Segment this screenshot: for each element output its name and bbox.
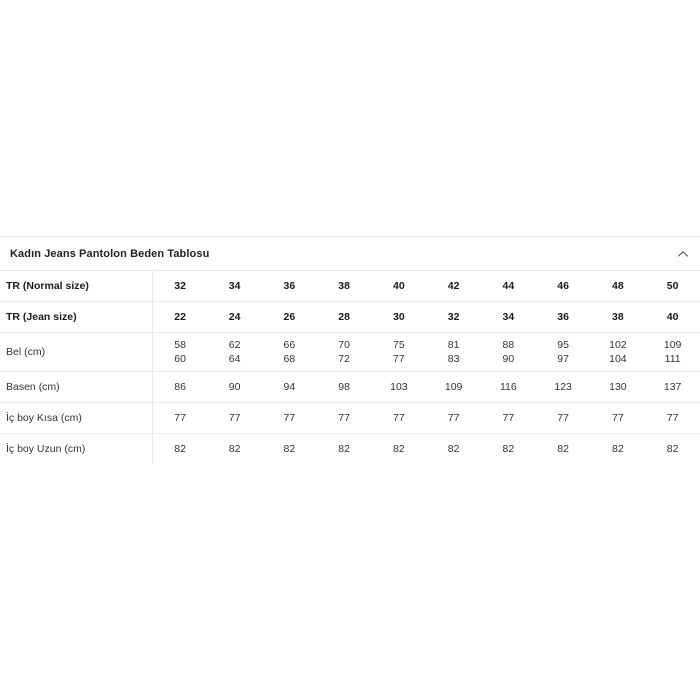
cell-tr-jean-3: 28 — [338, 311, 350, 323]
cell-tr-jean-8: 38 — [612, 311, 624, 323]
cell-bel-0-top: 58 — [174, 339, 186, 351]
cell-bel-3 — [317, 333, 372, 372]
cell-kisa-8: 77 — [612, 412, 624, 424]
cell-kisa-3: 77 — [338, 412, 350, 424]
cell-bel-0-bottom: 60 — [174, 353, 186, 365]
cell-bel-9-top: 109 — [663, 339, 682, 351]
cell-bel-4-top: 75 — [393, 339, 405, 351]
cell-tr-jean-4: 30 — [393, 311, 405, 323]
cell-tr-normal-1: 34 — [228, 280, 241, 292]
cell-bel-8 — [591, 333, 646, 372]
table-row — [0, 271, 700, 302]
cell-tr-jean-9: 40 — [666, 311, 679, 323]
cell-bel-7 — [536, 333, 591, 372]
size-table — [0, 271, 700, 464]
cell-uzun-5: 82 — [447, 443, 460, 455]
table-row — [0, 403, 700, 434]
cell-kisa-2: 77 — [283, 412, 296, 424]
cell-basen-8: 130 — [609, 381, 627, 393]
table-row — [0, 302, 700, 333]
cell-uzun-2: 82 — [283, 443, 296, 455]
cell-bel-6 — [481, 333, 536, 372]
cell-bel-4 — [372, 333, 427, 372]
cell-tr-normal-9: 50 — [666, 280, 679, 292]
size-chart-panel — [0, 236, 700, 464]
cell-bel-1-bottom: 64 — [228, 353, 241, 365]
cell-tr-normal-6: 44 — [502, 280, 515, 292]
cell-bel-1 — [207, 333, 262, 372]
cell-bel-7-bottom: 97 — [557, 353, 569, 365]
cell-basen-0: 86 — [174, 381, 186, 393]
cell-basen-1: 90 — [228, 381, 241, 393]
cell-basen-2: 94 — [283, 381, 296, 393]
cell-uzun-0: 82 — [174, 443, 186, 455]
cell-tr-jean-5: 32 — [447, 311, 460, 323]
cell-kisa-4: 77 — [393, 412, 405, 424]
cell-uzun-4: 82 — [393, 443, 405, 455]
cell-uzun-3: 82 — [338, 443, 350, 455]
cell-basen-5: 109 — [444, 381, 463, 393]
cell-tr-jean-1: 24 — [228, 311, 241, 323]
cell-bel-6-top: 88 — [502, 339, 515, 351]
cell-bel-2-bottom: 68 — [283, 353, 296, 365]
cell-uzun-9: 82 — [666, 443, 679, 455]
cell-bel-5 — [426, 333, 481, 372]
cell-bel-8-top: 102 — [609, 339, 627, 351]
table-row — [0, 434, 700, 465]
row-label-tr-normal-size: TR (Normal size) — [0, 271, 153, 302]
cell-kisa-0: 77 — [174, 412, 186, 424]
cell-uzun-7: 82 — [557, 443, 569, 455]
size-chart-header[interactable] — [0, 236, 700, 271]
cell-bel-7-top: 95 — [557, 339, 569, 351]
cell-uzun-8: 82 — [612, 443, 624, 455]
cell-bel-2 — [262, 333, 317, 372]
cell-kisa-9: 77 — [666, 412, 679, 424]
row-label-bel: Bel (cm) — [0, 333, 153, 372]
cell-bel-5-top: 81 — [447, 339, 460, 351]
cell-tr-jean-6: 34 — [502, 311, 515, 323]
row-label-ic-boy-uzun: İç boy Uzun (cm) — [0, 434, 153, 465]
cell-tr-jean-7: 36 — [557, 311, 569, 323]
cell-basen-7: 123 — [554, 381, 572, 393]
table-row — [0, 372, 700, 403]
cell-bel-4-bottom: 77 — [393, 353, 405, 365]
cell-bel-3-top: 70 — [338, 339, 350, 351]
row-label-tr-jean-size: TR (Jean size) — [0, 302, 153, 333]
cell-tr-normal-7: 46 — [557, 280, 569, 292]
cell-basen-4: 103 — [390, 381, 408, 393]
cell-tr-jean-2: 26 — [283, 311, 296, 323]
cell-kisa-6: 77 — [502, 412, 515, 424]
cell-tr-jean-0: 22 — [174, 311, 186, 323]
cell-bel-3-bottom: 72 — [338, 353, 350, 365]
cell-bel-0 — [153, 333, 208, 372]
cell-bel-6-bottom: 90 — [502, 353, 515, 365]
cell-tr-normal-4: 40 — [393, 280, 405, 292]
cell-kisa-5: 77 — [447, 412, 460, 424]
cell-kisa-7: 77 — [557, 412, 569, 424]
row-label-basen: Basen (cm) — [0, 372, 153, 403]
cell-tr-normal-8: 48 — [612, 280, 624, 292]
cell-tr-normal-5: 42 — [447, 280, 460, 292]
cell-uzun-1: 82 — [228, 443, 241, 455]
cell-bel-5-bottom: 83 — [447, 353, 460, 365]
table-row — [0, 333, 700, 372]
cell-basen-9: 137 — [663, 381, 682, 393]
cell-basen-6: 116 — [500, 381, 517, 393]
cell-bel-8-bottom: 104 — [609, 353, 627, 365]
page-title: Kadın Jeans Pantolon Beden Tablosu — [10, 247, 210, 260]
cell-bel-9-bottom: 111 — [664, 353, 681, 365]
cell-bel-9 — [645, 333, 700, 372]
cell-uzun-6: 82 — [502, 443, 515, 455]
chevron-up-icon[interactable] — [676, 247, 690, 261]
cell-tr-normal-2: 36 — [283, 280, 296, 292]
cell-kisa-1: 77 — [228, 412, 241, 424]
cell-basen-3: 98 — [338, 381, 350, 393]
cell-bel-2-top: 66 — [283, 339, 296, 351]
cell-tr-normal-3: 38 — [338, 280, 350, 292]
row-label-ic-boy-kisa: İç boy Kısa (cm) — [0, 403, 153, 434]
cell-bel-1-top: 62 — [228, 339, 241, 351]
cell-tr-normal-0: 32 — [174, 280, 186, 292]
